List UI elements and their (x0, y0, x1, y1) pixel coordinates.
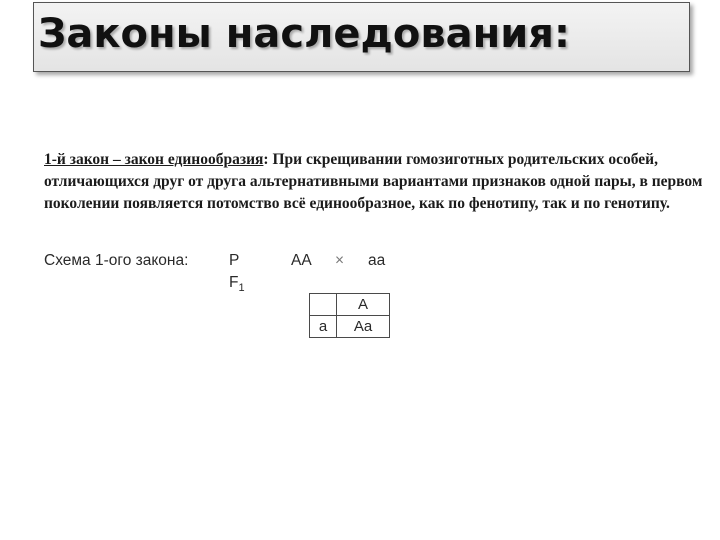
punnett-table (309, 293, 390, 338)
slide-title: Законы наследования: (38, 11, 570, 57)
parent-genotype-dominant: AA (291, 252, 312, 269)
law-colon: : (263, 151, 269, 168)
title-box (33, 2, 690, 72)
table-gamete-cell: a (310, 316, 337, 338)
table-offspring-cell: Aa (337, 316, 390, 338)
cross-symbol: × (335, 252, 345, 269)
table-corner-cell (310, 294, 337, 316)
law-paragraph (44, 149, 712, 215)
scheme-label: Схема 1-ого закона: (44, 252, 189, 269)
parent-genotype-recessive: aa (368, 252, 386, 269)
table-row (310, 316, 390, 338)
first-generation-symbol (229, 274, 245, 294)
law-text: При скрещивании гомозиготных родительских особей, отличающихся друг от друга альтернативными вариантами признаков одной пары, в первом поколении появляется потомство всё единообразное, как по фенотипу, так и по генотипу. (44, 151, 703, 212)
law-label: 1-й закон – закон единообразия (44, 151, 264, 168)
table-gamete-header: A (337, 294, 390, 316)
parent-generation-symbol: P (229, 252, 240, 269)
table-header-row (310, 294, 390, 316)
f-subscript: 1 (238, 282, 245, 295)
f-letter: F (229, 274, 239, 291)
